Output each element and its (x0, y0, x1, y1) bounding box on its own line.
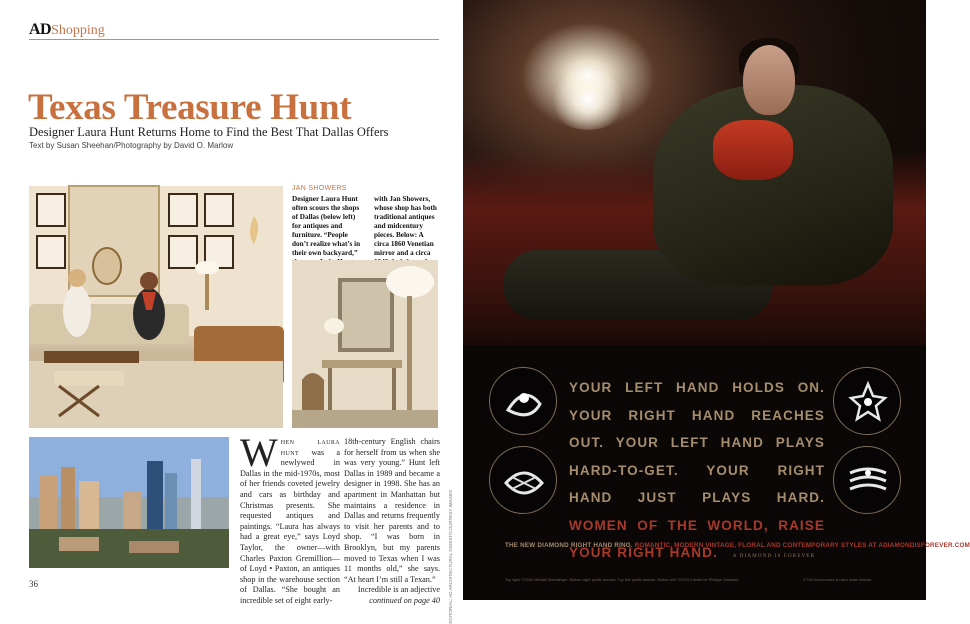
model-body (653, 85, 893, 285)
ad-brand: A DIAMOND IS FOREVER (732, 554, 816, 559)
continued-line: continued on page 40 (369, 595, 440, 605)
editorial-page (0, 0, 463, 624)
photo-credit: EDITORIAL: AD ARCHITECTURAL DIGEST/COURTESY IMAGES (448, 490, 453, 624)
ad-trademark-note: © The forevermark is used under license. (803, 578, 873, 582)
caption-name: JAN SHOWERS (292, 185, 347, 192)
ad-fine-print: Top right: ©2003 Michael Weinberger. Bottom right: public domain. Top left: public domain. Bottom left: ©2003 Candle for Philippe Zaanand. (505, 578, 740, 582)
lead-in: hen laura hunt (280, 437, 340, 457)
section-name: Shopping (51, 23, 105, 38)
model-face (743, 45, 795, 115)
body-text-1: was a newlywed in Dallas in the mid-1970s, most of her friends coveted jewelry and cars as birthday and Christmas presents. She requested antiques and paintings. “Laura has always had a great eye,” says Loyd Taylor, the owner—with Charles Paxton Gremillion—of Loyd • Paxton, an antiques shop in the warehouse section of Dallas. “She bought an incredible set of eight early- (240, 447, 340, 605)
body-text-2: 18th-century English chairs for herself from us when she was very young.” Hunt left Dallas in 1989 and became a designer in 1998. She has an apartment in Manhattan but maintains a residence in Dallas and returns frequently to visit her parents and to shop. “I was born in Brooklyn, but my parents moved to Texas when I was 11 months old,” she says. “At heart I’m still a Texan.” (344, 437, 440, 584)
red-scarf (713, 120, 793, 180)
article-deck: Designer Laura Hunt Returns Home to Find the Best That Dallas Offers (29, 125, 389, 139)
body-column-1 (240, 430, 340, 607)
body-tail: Incredible is an adjective (357, 585, 440, 595)
lamp-glow (548, 70, 628, 130)
ad-tagline (505, 542, 970, 549)
header-rule (29, 39, 439, 40)
mirror-desk-photo (292, 260, 438, 428)
caption-column-2: with Jan Showers, whose shop has both traditional antiques and midcentury pieces. Below: A circa 1860 Venetian mirror and a circa (374, 195, 437, 257)
living-room-photo (29, 186, 283, 428)
article-byline: Text by Susan Sheehan/Photography by David O. Marlow (29, 141, 234, 150)
ad-copy-highlight: WOMEN OF THE WORLD, RAISE YOUR RIGHT HAND. (569, 517, 825, 560)
section-header (29, 21, 105, 39)
ring-icon (489, 367, 557, 435)
ring-icon (489, 446, 557, 514)
ad-photo (463, 0, 926, 345)
ad-tagline-lead: THE NEW DIAMOND RIGHT HAND RING. (505, 542, 633, 549)
ad-copy-main: YOUR LEFT HAND HOLDS ON. YOUR RIGHT HAND REACHES OUT. YOUR LEFT HAND PLAYS HARD-TO-GET. YOUR RIGHT HAND JUST PLAYS HARD. (569, 380, 825, 505)
article-title: Texas Treasure Hunt (28, 87, 352, 128)
dallas-skyline-photo (29, 437, 229, 568)
section-prefix: AD (29, 21, 52, 38)
ad-tagline-rest: ROMANTIC, MODERN VINTAGE, FLORAL AND CONTEMPORARY STYLES AT ADIAMONDISFOREVER.COM (634, 542, 970, 549)
drop-cap: W (240, 430, 278, 475)
advertisement-page (463, 0, 970, 600)
ring-icon (833, 446, 901, 514)
caption-column-1: Designer Laura Hunt often scours the shops of Dallas (below left) for antiques and furniture. “People don’t realize what’s in their own backyard,” (292, 195, 361, 257)
body-column-2 (344, 437, 440, 607)
ring-icon (833, 367, 901, 435)
page-number: 36 (29, 579, 38, 589)
